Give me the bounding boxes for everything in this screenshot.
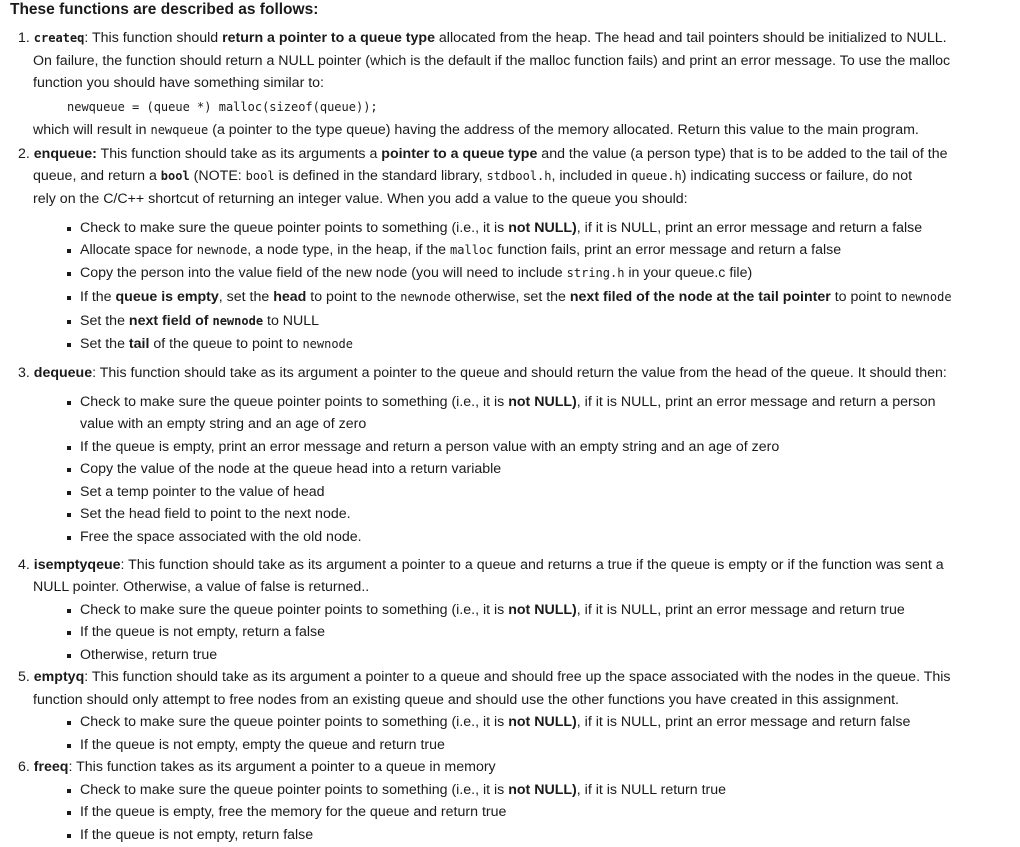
text-line	[80, 288, 952, 306]
text-run: Check to make sure the queue pointer points to something (i.e., it is	[80, 782, 509, 798]
text-run: , a node type, in the heap, if the	[247, 242, 451, 258]
text-run: 1.	[18, 30, 34, 46]
text-run: and the value (a person type) that is to be added to the tail of the	[537, 146, 948, 162]
text-run: , included in	[551, 168, 632, 184]
code-text: stdbool.h	[486, 169, 552, 183]
text-run: : This function takes as its argument a pointer to a queue in memory	[68, 759, 496, 775]
text-line	[80, 781, 726, 799]
text-line	[80, 736, 445, 754]
text-run: allocated from the heap. The head and tail pointers should be initialized to NULL.	[434, 30, 947, 46]
text-line	[80, 505, 351, 523]
text-run: 2.	[18, 146, 34, 162]
code-text: malloc	[450, 243, 494, 257]
text-line	[80, 312, 319, 330]
text-line	[80, 415, 366, 433]
text-line	[18, 556, 944, 574]
text-run: If the queue is not empty, return false	[80, 827, 314, 843]
code-text: bool	[160, 169, 190, 183]
text-run: If the queue is empty, free the memory for the queue and return true	[80, 804, 507, 820]
text-run: (NOTE:	[189, 168, 246, 184]
text-run: Copy the value of the node at the queue head into a return variable	[80, 461, 502, 477]
text-line	[33, 578, 369, 596]
text-run: If the queue is empty, print an error message and return a person value with an empty string and an age of zero	[80, 439, 780, 455]
text-run: Allocate space for	[80, 242, 197, 258]
text-run: Check to make sure the queue pointer points to something (i.e., it is	[80, 394, 509, 410]
text-run: function fails, print an error message and return a false	[493, 242, 842, 258]
text-run: This function should take as its arguments a	[96, 146, 382, 162]
bullet-icon	[67, 654, 71, 658]
text-line	[80, 528, 362, 546]
text-run: (a pointer to the type queue) having the address of the memory allocated. Return this value to the main program.	[208, 122, 919, 138]
code-text: newnode	[212, 314, 264, 328]
text-line	[80, 826, 313, 844]
text-run: , if it is NULL return true	[576, 782, 727, 798]
text-run: Otherwise, return true	[80, 647, 218, 663]
bullet-icon	[67, 272, 71, 276]
code-text: newqueue = (queue *) malloc(sizeof(queue));	[67, 100, 378, 114]
text-run: ) indicating success or failure, do not	[681, 168, 913, 184]
text-run: 3.	[18, 365, 34, 381]
text-run: to point to the	[306, 289, 401, 305]
text-run: next	[128, 313, 159, 329]
text-line	[80, 335, 353, 353]
text-run: enqueue:	[33, 146, 97, 162]
text-run: not NULL)	[508, 394, 577, 410]
text-run: is defined in the standard library,	[274, 168, 487, 184]
text-line	[80, 623, 325, 641]
text-run: On failure, the function should return a NULL pointer (which is the default if the malloc function fails) and print an error message. To use the malloc	[33, 53, 951, 69]
text-line	[80, 219, 922, 237]
text-run: If the queue is not empty, empty the queue and return true	[80, 737, 445, 753]
code-text: bool	[245, 169, 275, 183]
text-run: rely on the C/C++ shortcut of returning an integer value. When you add a value to the queue you should:	[33, 191, 688, 207]
text-run: 5.	[18, 669, 34, 685]
bullet-icon	[67, 401, 71, 405]
text-line	[80, 803, 506, 821]
text-run: to NULL	[263, 313, 320, 329]
code-text: newnode	[302, 337, 354, 351]
text-run: freeq	[33, 759, 69, 775]
bullet-icon	[67, 468, 71, 472]
text-run: , if it is NULL, print an error message and return a false	[576, 220, 923, 236]
code-text: queue.h	[631, 169, 682, 183]
code-text: newqueue	[150, 123, 209, 137]
text-run: Check to make sure the queue pointer points to something (i.e., it is	[80, 714, 509, 730]
text-run: , if it is NULL, print an error message and return false	[576, 714, 911, 730]
text-line	[80, 646, 217, 664]
text-line	[80, 483, 325, 501]
text-run: emptyq	[33, 669, 85, 685]
text-run: queue, and return a	[33, 168, 161, 184]
bullet-icon	[67, 446, 71, 450]
text-run: of the queue to point to	[149, 336, 303, 352]
text-line	[80, 713, 910, 731]
text-run: Set the	[80, 313, 129, 329]
text-run: not NULL)	[508, 782, 577, 798]
bullet-icon	[67, 536, 71, 540]
text-run: value with an empty string and an age of zero	[80, 416, 367, 432]
code-text: newnode	[400, 290, 451, 304]
text-run: Check to make sure the queue pointer points to something (i.e., it is	[80, 602, 509, 618]
text-line	[80, 241, 841, 259]
text-run: Check to make sure the queue pointer points to something (i.e., it is	[80, 220, 509, 236]
text-line	[18, 364, 947, 382]
bullet-icon	[67, 631, 71, 635]
bullet-icon	[67, 789, 71, 793]
text-run: : This function should take as its argument a pointer to a queue and returns a true if the queue is empty or if the function was sent a	[120, 557, 944, 573]
bullet-icon	[67, 227, 71, 231]
text-line	[33, 190, 688, 208]
text-run: Free the space associated with the old node.	[80, 529, 362, 545]
text-line	[67, 98, 378, 116]
text-run: If the	[80, 289, 116, 305]
bullet-icon	[67, 320, 71, 324]
text-run: not NULL)	[508, 602, 577, 618]
text-run: NULL pointer. Otherwise, a value of false is returned..	[33, 579, 370, 595]
text-line	[18, 758, 496, 776]
text-run: These functions are described as follows:	[10, 1, 319, 18]
text-run: in your queue.c file)	[624, 265, 753, 281]
text-line	[33, 52, 950, 70]
text-run: 4.	[18, 557, 34, 573]
text-run: : This function should	[84, 30, 223, 46]
text-line	[33, 691, 899, 709]
text-run: , if it is NULL, print an error message and return a person	[576, 394, 936, 410]
text-line	[80, 393, 936, 411]
text-run: which will result in	[33, 122, 151, 138]
bullet-icon	[67, 249, 71, 253]
code-text: string.h	[566, 266, 625, 280]
text-run: otherwise, set the	[450, 289, 570, 305]
text-run: return a pointer to a queue type	[222, 30, 435, 46]
text-run: next filed of the node at the tail pointer	[569, 289, 831, 305]
text-run: : This function should take as its argument a pointer to the queue and should return the value from the head of the queue. It should then:	[92, 365, 947, 381]
text-run: not NULL)	[508, 220, 577, 236]
text-line	[80, 460, 501, 478]
bullet-icon	[67, 744, 71, 748]
bullet-icon	[67, 343, 71, 347]
text-run: tail	[128, 336, 150, 352]
text-line	[18, 668, 951, 686]
text-run: not NULL)	[508, 714, 577, 730]
text-run: : This function should take as its argument a pointer to a queue and should free up the space associated with the nodes in the queue. This	[84, 669, 951, 685]
text-run: , if it is NULL, print an error message and return true	[576, 602, 905, 618]
page-title	[10, 1, 318, 19]
text-run: isemptyqeue	[33, 557, 121, 573]
bullet-icon	[67, 513, 71, 517]
text-run: 6.	[18, 759, 34, 775]
text-run: function should only attempt to free nodes from an existing queue and should use the other functions you have created in this assignment.	[33, 692, 899, 708]
text-run: Set the	[80, 336, 129, 352]
text-line	[18, 29, 947, 47]
text-run: , set the	[218, 289, 274, 305]
text-run: function you should have something similar to:	[33, 75, 325, 91]
bullet-icon	[67, 491, 71, 495]
text-run: pointer to a queue type	[381, 146, 538, 162]
text-run: dequeue	[33, 365, 93, 381]
bullet-icon	[67, 834, 71, 838]
text-run: Copy the person into the value field of the new node (you will need to include	[80, 265, 567, 281]
bullet-icon	[67, 296, 71, 300]
text-run: Set the head field to point to the next node.	[80, 506, 351, 522]
text-run: to point to	[830, 289, 901, 305]
code-text: newnode	[900, 290, 952, 304]
text-run: Set a temp pointer to the value of head	[80, 484, 325, 500]
bullet-icon	[67, 609, 71, 613]
text-line	[33, 74, 324, 92]
bullet-icon	[67, 811, 71, 815]
text-line	[80, 601, 905, 619]
code-text: newnode	[196, 243, 248, 257]
text-line	[33, 167, 912, 185]
text-line	[33, 121, 919, 139]
text-run: field of	[162, 313, 213, 329]
text-run: head	[273, 289, 307, 305]
bullet-icon	[67, 721, 71, 725]
text-line	[80, 438, 779, 456]
text-line	[80, 264, 752, 282]
text-run: If the queue is not empty, return a false	[80, 624, 326, 640]
text-run: queue is empty	[115, 289, 219, 305]
text-line	[18, 145, 948, 163]
code-text: createq	[33, 31, 85, 45]
